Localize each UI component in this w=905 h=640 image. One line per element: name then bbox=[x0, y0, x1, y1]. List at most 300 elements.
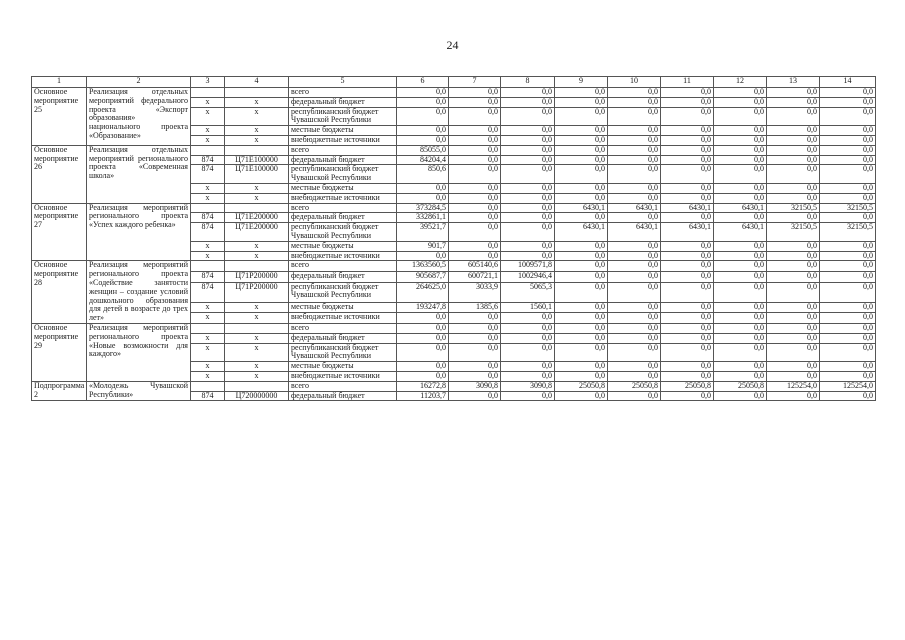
value-cell: 0,0 bbox=[661, 333, 714, 343]
funding-source-cell: федеральный бюджет bbox=[289, 391, 397, 401]
item-name-cell: Подпрограмма 2 bbox=[32, 381, 87, 401]
value-cell: 0,0 bbox=[501, 371, 555, 381]
value-cell: 6430,1 bbox=[608, 223, 661, 242]
value-cell: 0,0 bbox=[555, 313, 608, 324]
value-cell: 0,0 bbox=[661, 213, 714, 223]
value-cell: 0,0 bbox=[555, 213, 608, 223]
value-cell: 0,0 bbox=[608, 271, 661, 282]
value-cell: 0,0 bbox=[501, 97, 555, 107]
value-cell: 0,0 bbox=[501, 313, 555, 324]
value-cell: 0,0 bbox=[501, 333, 555, 343]
value-cell: 6430,1 bbox=[555, 223, 608, 242]
value-cell: 0,0 bbox=[608, 213, 661, 223]
value-cell: 0,0 bbox=[608, 135, 661, 145]
value-cell: 0,0 bbox=[449, 371, 501, 381]
table-body bbox=[32, 77, 876, 401]
value-cell: 0,0 bbox=[767, 271, 820, 282]
value-cell: 605140,6 bbox=[449, 261, 501, 272]
budget-code-cell: Ц71E100000 bbox=[225, 155, 289, 165]
admin-code-cell: x bbox=[191, 333, 225, 343]
value-cell: 0,0 bbox=[555, 362, 608, 372]
value-cell: 0,0 bbox=[661, 183, 714, 193]
value-cell: 0,0 bbox=[501, 323, 555, 333]
budget-code-cell: Ц71E100000 bbox=[225, 165, 289, 184]
admin-code-cell: x bbox=[191, 371, 225, 381]
value-cell: 0,0 bbox=[608, 251, 661, 261]
value-cell: 25050,8 bbox=[555, 381, 608, 391]
value-cell: 0,0 bbox=[555, 333, 608, 343]
budget-code-cell bbox=[225, 381, 289, 391]
funding-source-cell: федеральный бюджет bbox=[289, 155, 397, 165]
budget-code-cell bbox=[225, 323, 289, 333]
header-cell: 6 bbox=[397, 77, 449, 88]
value-cell: 0,0 bbox=[501, 135, 555, 145]
value-cell: 0,0 bbox=[767, 97, 820, 107]
value-cell: 0,0 bbox=[820, 241, 876, 251]
value-cell: 0,0 bbox=[449, 193, 501, 203]
value-cell: 0,0 bbox=[767, 241, 820, 251]
budget-code-cell: x bbox=[225, 126, 289, 136]
value-cell: 0,0 bbox=[608, 126, 661, 136]
budget-code-cell: Ц71P200000 bbox=[225, 271, 289, 282]
value-cell: 0,0 bbox=[820, 362, 876, 372]
admin-code-cell bbox=[191, 323, 225, 333]
funding-source-cell: внебюджетные источники bbox=[289, 371, 397, 381]
value-cell: 0,0 bbox=[501, 145, 555, 155]
value-cell: 1002946,4 bbox=[501, 271, 555, 282]
value-cell: 0,0 bbox=[714, 282, 767, 302]
value-cell: 0,0 bbox=[501, 343, 555, 362]
value-cell: 0,0 bbox=[767, 251, 820, 261]
value-cell: 0,0 bbox=[449, 362, 501, 372]
table-row bbox=[32, 261, 876, 272]
value-cell: 0,0 bbox=[767, 371, 820, 381]
value-cell: 905687,7 bbox=[397, 271, 449, 282]
value-cell: 0,0 bbox=[555, 302, 608, 313]
value-cell: 5065,3 bbox=[501, 282, 555, 302]
value-cell: 0,0 bbox=[714, 107, 767, 126]
value-cell: 0,0 bbox=[714, 302, 767, 313]
value-cell: 0,0 bbox=[397, 126, 449, 136]
funding-source-cell: всего bbox=[289, 145, 397, 155]
value-cell: 0,0 bbox=[820, 333, 876, 343]
funding-source-cell: федеральный бюджет bbox=[289, 97, 397, 107]
value-cell: 6430,1 bbox=[714, 223, 767, 242]
value-cell: 0,0 bbox=[714, 165, 767, 184]
value-cell: 0,0 bbox=[608, 193, 661, 203]
admin-code-cell bbox=[191, 261, 225, 272]
value-cell: 0,0 bbox=[449, 343, 501, 362]
value-cell: 0,0 bbox=[608, 333, 661, 343]
value-cell: 0,0 bbox=[501, 241, 555, 251]
value-cell: 0,0 bbox=[767, 333, 820, 343]
value-cell: 0,0 bbox=[608, 371, 661, 381]
budget-code-cell: Ц71P200000 bbox=[225, 282, 289, 302]
value-cell: 0,0 bbox=[449, 97, 501, 107]
value-cell: 0,0 bbox=[449, 251, 501, 261]
value-cell: 0,0 bbox=[820, 107, 876, 126]
value-cell: 0,0 bbox=[608, 391, 661, 401]
budget-code-cell: x bbox=[225, 251, 289, 261]
value-cell: 0,0 bbox=[449, 88, 501, 98]
admin-code-cell: x bbox=[191, 362, 225, 372]
value-cell: 0,0 bbox=[714, 323, 767, 333]
value-cell: 0,0 bbox=[608, 107, 661, 126]
item-description-cell: Реализация мероприятий регионального проекта «Успех каждого ребенка» bbox=[87, 203, 191, 261]
value-cell: 0,0 bbox=[714, 213, 767, 223]
value-cell: 6430,1 bbox=[608, 203, 661, 213]
funding-source-cell: местные бюджеты bbox=[289, 362, 397, 372]
value-cell: 0,0 bbox=[661, 145, 714, 155]
value-cell: 0,0 bbox=[661, 241, 714, 251]
budget-code-cell: x bbox=[225, 241, 289, 251]
value-cell: 125254,0 bbox=[767, 381, 820, 391]
value-cell: 0,0 bbox=[661, 323, 714, 333]
value-cell: 0,0 bbox=[820, 213, 876, 223]
value-cell: 0,0 bbox=[555, 145, 608, 155]
admin-code-cell: 874 bbox=[191, 165, 225, 184]
value-cell: 0,0 bbox=[714, 333, 767, 343]
value-cell: 0,0 bbox=[661, 107, 714, 126]
value-cell: 0,0 bbox=[767, 313, 820, 324]
value-cell: 0,0 bbox=[397, 333, 449, 343]
value-cell: 0,0 bbox=[661, 313, 714, 324]
table-row bbox=[32, 381, 876, 391]
value-cell: 11203,7 bbox=[397, 391, 449, 401]
value-cell: 1385,6 bbox=[449, 302, 501, 313]
budget-code-cell: x bbox=[225, 371, 289, 381]
value-cell: 0,0 bbox=[661, 371, 714, 381]
header-cell: 9 bbox=[555, 77, 608, 88]
value-cell: 0,0 bbox=[767, 302, 820, 313]
admin-code-cell: 874 bbox=[191, 155, 225, 165]
item-name-cell: Основное мероприятие 27 bbox=[32, 203, 87, 261]
value-cell: 0,0 bbox=[661, 251, 714, 261]
budget-code-cell bbox=[225, 261, 289, 272]
value-cell: 0,0 bbox=[555, 282, 608, 302]
value-cell: 0,0 bbox=[767, 323, 820, 333]
item-name-cell: Основное мероприятие 26 bbox=[32, 145, 87, 203]
budget-code-cell: x bbox=[225, 343, 289, 362]
value-cell: 3033,9 bbox=[449, 282, 501, 302]
header-cell: 3 bbox=[191, 77, 225, 88]
header-cell: 8 bbox=[501, 77, 555, 88]
value-cell: 0,0 bbox=[820, 97, 876, 107]
value-cell: 0,0 bbox=[501, 223, 555, 242]
budget-code-cell: x bbox=[225, 362, 289, 372]
value-cell: 0,0 bbox=[661, 391, 714, 401]
value-cell: 850,6 bbox=[397, 165, 449, 184]
header-cell: 5 bbox=[289, 77, 397, 88]
value-cell: 0,0 bbox=[555, 261, 608, 272]
value-cell: 6430,1 bbox=[555, 203, 608, 213]
item-name-cell: Основное мероприятие 29 bbox=[32, 323, 87, 381]
admin-code-cell: 874 bbox=[191, 271, 225, 282]
value-cell: 0,0 bbox=[767, 145, 820, 155]
value-cell: 0,0 bbox=[767, 155, 820, 165]
value-cell: 0,0 bbox=[449, 313, 501, 324]
admin-code-cell: x bbox=[191, 126, 225, 136]
value-cell: 0,0 bbox=[767, 362, 820, 372]
value-cell: 0,0 bbox=[820, 323, 876, 333]
value-cell: 0,0 bbox=[820, 251, 876, 261]
value-cell: 0,0 bbox=[555, 155, 608, 165]
value-cell: 0,0 bbox=[397, 193, 449, 203]
value-cell: 0,0 bbox=[767, 135, 820, 145]
value-cell: 0,0 bbox=[608, 362, 661, 372]
value-cell: 0,0 bbox=[501, 183, 555, 193]
value-cell: 0,0 bbox=[555, 88, 608, 98]
budget-code-cell: x bbox=[225, 313, 289, 324]
item-name-cell: Основное мероприятие 28 bbox=[32, 261, 87, 324]
funding-source-cell: внебюджетные источники bbox=[289, 135, 397, 145]
admin-code-cell bbox=[191, 145, 225, 155]
admin-code-cell bbox=[191, 88, 225, 98]
value-cell: 0,0 bbox=[820, 261, 876, 272]
value-cell: 1363560,5 bbox=[397, 261, 449, 272]
value-cell: 0,0 bbox=[608, 241, 661, 251]
header-cell: 11 bbox=[661, 77, 714, 88]
value-cell: 0,0 bbox=[555, 126, 608, 136]
value-cell: 0,0 bbox=[449, 241, 501, 251]
header-cell: 13 bbox=[767, 77, 820, 88]
funding-source-cell: республиканский бюджет Чувашской Республики bbox=[289, 223, 397, 242]
funding-source-cell: внебюджетные источники bbox=[289, 251, 397, 261]
value-cell: 0,0 bbox=[397, 135, 449, 145]
admin-code-cell: x bbox=[191, 302, 225, 313]
header-cell: 12 bbox=[714, 77, 767, 88]
value-cell: 0,0 bbox=[608, 145, 661, 155]
funding-source-cell: всего bbox=[289, 381, 397, 391]
value-cell: 0,0 bbox=[449, 107, 501, 126]
table-row bbox=[32, 145, 876, 155]
value-cell: 0,0 bbox=[449, 391, 501, 401]
value-cell: 32150,5 bbox=[820, 203, 876, 213]
value-cell: 25050,8 bbox=[714, 381, 767, 391]
value-cell: 0,0 bbox=[555, 165, 608, 184]
funding-source-cell: федеральный бюджет bbox=[289, 333, 397, 343]
value-cell: 85055,0 bbox=[397, 145, 449, 155]
funding-source-cell: республиканский бюджет Чувашской Республики bbox=[289, 165, 397, 184]
value-cell: 0,0 bbox=[608, 155, 661, 165]
budget-code-cell bbox=[225, 203, 289, 213]
funding-source-cell: всего bbox=[289, 203, 397, 213]
value-cell: 0,0 bbox=[449, 323, 501, 333]
value-cell: 0,0 bbox=[449, 183, 501, 193]
value-cell: 0,0 bbox=[608, 323, 661, 333]
budget-code-cell: x bbox=[225, 333, 289, 343]
value-cell: 0,0 bbox=[661, 135, 714, 145]
value-cell: 0,0 bbox=[397, 371, 449, 381]
value-cell: 0,0 bbox=[661, 343, 714, 362]
value-cell: 0,0 bbox=[661, 271, 714, 282]
value-cell: 0,0 bbox=[767, 183, 820, 193]
value-cell: 16272,8 bbox=[397, 381, 449, 391]
budget-code-cell: Ц71E200000 bbox=[225, 223, 289, 242]
value-cell: 0,0 bbox=[397, 88, 449, 98]
value-cell: 0,0 bbox=[714, 135, 767, 145]
value-cell: 0,0 bbox=[714, 251, 767, 261]
value-cell: 0,0 bbox=[555, 251, 608, 261]
budget-code-cell: x bbox=[225, 107, 289, 126]
value-cell: 0,0 bbox=[397, 183, 449, 193]
admin-code-cell: x bbox=[191, 251, 225, 261]
value-cell: 0,0 bbox=[767, 193, 820, 203]
admin-code-cell bbox=[191, 381, 225, 391]
value-cell: 0,0 bbox=[714, 343, 767, 362]
item-description-cell: Реализация отдельных мероприятий регионального проекта «Современная школа» bbox=[87, 145, 191, 203]
value-cell: 373284,5 bbox=[397, 203, 449, 213]
funding-source-cell: республиканский бюджет Чувашской Республики bbox=[289, 107, 397, 126]
value-cell: 0,0 bbox=[449, 165, 501, 184]
value-cell: 0,0 bbox=[501, 193, 555, 203]
header-row bbox=[32, 77, 876, 88]
value-cell: 0,0 bbox=[555, 107, 608, 126]
value-cell: 32150,5 bbox=[767, 223, 820, 242]
value-cell: 0,0 bbox=[714, 362, 767, 372]
admin-code-cell: x bbox=[191, 107, 225, 126]
value-cell: 0,0 bbox=[820, 165, 876, 184]
value-cell: 0,0 bbox=[767, 165, 820, 184]
budget-code-cell bbox=[225, 88, 289, 98]
value-cell: 0,0 bbox=[501, 126, 555, 136]
admin-code-cell: 874 bbox=[191, 213, 225, 223]
value-cell: 6430,1 bbox=[714, 203, 767, 213]
value-cell: 0,0 bbox=[661, 302, 714, 313]
admin-code-cell bbox=[191, 203, 225, 213]
value-cell: 0,0 bbox=[501, 213, 555, 223]
value-cell: 0,0 bbox=[767, 343, 820, 362]
value-cell: 332861,1 bbox=[397, 213, 449, 223]
funding-source-cell: внебюджетные источники bbox=[289, 313, 397, 324]
value-cell: 0,0 bbox=[714, 271, 767, 282]
value-cell: 3090,8 bbox=[449, 381, 501, 391]
value-cell: 0,0 bbox=[555, 371, 608, 381]
value-cell: 0,0 bbox=[608, 97, 661, 107]
value-cell: 32150,5 bbox=[767, 203, 820, 213]
value-cell: 0,0 bbox=[397, 97, 449, 107]
value-cell: 0,0 bbox=[608, 343, 661, 362]
table-row bbox=[32, 88, 876, 98]
admin-code-cell: x bbox=[191, 135, 225, 145]
budget-code-cell: x bbox=[225, 183, 289, 193]
value-cell: 0,0 bbox=[555, 135, 608, 145]
value-cell: 0,0 bbox=[767, 391, 820, 401]
value-cell: 0,0 bbox=[555, 323, 608, 333]
value-cell: 0,0 bbox=[714, 145, 767, 155]
table-row bbox=[32, 323, 876, 333]
funding-source-cell: всего bbox=[289, 261, 397, 272]
value-cell: 0,0 bbox=[555, 97, 608, 107]
value-cell: 0,0 bbox=[501, 362, 555, 372]
value-cell: 0,0 bbox=[608, 165, 661, 184]
admin-code-cell: 874 bbox=[191, 391, 225, 401]
funding-source-cell: республиканский бюджет Чувашской Республики bbox=[289, 282, 397, 302]
value-cell: 25050,8 bbox=[608, 381, 661, 391]
value-cell: 0,0 bbox=[449, 135, 501, 145]
value-cell: 0,0 bbox=[449, 333, 501, 343]
value-cell: 0,0 bbox=[501, 203, 555, 213]
value-cell: 0,0 bbox=[555, 343, 608, 362]
admin-code-cell: 874 bbox=[191, 282, 225, 302]
item-description-cell: Реализация отдельных мероприятий федерального проекта «Экспорт образования» национального проекта «Образование» bbox=[87, 88, 191, 146]
value-cell: 0,0 bbox=[661, 165, 714, 184]
value-cell: 0,0 bbox=[767, 126, 820, 136]
value-cell: 0,0 bbox=[449, 223, 501, 242]
value-cell: 0,0 bbox=[714, 371, 767, 381]
value-cell: 125254,0 bbox=[820, 381, 876, 391]
table-row bbox=[32, 203, 876, 213]
header-cell: 2 bbox=[87, 77, 191, 88]
budget-code-cell: x bbox=[225, 97, 289, 107]
value-cell: 0,0 bbox=[501, 251, 555, 261]
value-cell: 0,0 bbox=[820, 126, 876, 136]
item-description-cell: Реализация мероприятий регионального проекта «Новые возможности для каждого» bbox=[87, 323, 191, 381]
value-cell: 0,0 bbox=[714, 126, 767, 136]
value-cell: 0,0 bbox=[449, 145, 501, 155]
value-cell: 0,0 bbox=[397, 343, 449, 362]
funding-source-cell: внебюджетные источники bbox=[289, 193, 397, 203]
value-cell: 264625,0 bbox=[397, 282, 449, 302]
budget-code-cell: Ц720000000 bbox=[225, 391, 289, 401]
value-cell: 39521,7 bbox=[397, 223, 449, 242]
value-cell: 0,0 bbox=[820, 371, 876, 381]
value-cell: 0,0 bbox=[555, 241, 608, 251]
funding-source-cell: всего bbox=[289, 323, 397, 333]
header-cell: 1 bbox=[32, 77, 87, 88]
value-cell: 0,0 bbox=[714, 155, 767, 165]
value-cell: 0,0 bbox=[714, 313, 767, 324]
value-cell: 0,0 bbox=[714, 261, 767, 272]
admin-code-cell: x bbox=[191, 343, 225, 362]
value-cell: 1560,1 bbox=[501, 302, 555, 313]
value-cell: 901,7 bbox=[397, 241, 449, 251]
value-cell: 0,0 bbox=[714, 88, 767, 98]
header-cell: 7 bbox=[449, 77, 501, 88]
value-cell: 0,0 bbox=[714, 97, 767, 107]
value-cell: 32150,5 bbox=[820, 223, 876, 242]
value-cell: 0,0 bbox=[820, 193, 876, 203]
value-cell: 0,0 bbox=[661, 126, 714, 136]
value-cell: 0,0 bbox=[501, 165, 555, 184]
value-cell: 0,0 bbox=[449, 126, 501, 136]
value-cell: 6430,1 bbox=[661, 203, 714, 213]
funding-source-cell: республиканский бюджет Чувашской Республики bbox=[289, 343, 397, 362]
value-cell: 0,0 bbox=[820, 343, 876, 362]
item-name-cell: Основное мероприятие 25 bbox=[32, 88, 87, 146]
value-cell: 0,0 bbox=[397, 107, 449, 126]
header-cell: 4 bbox=[225, 77, 289, 88]
value-cell: 3090,8 bbox=[501, 381, 555, 391]
value-cell: 0,0 bbox=[608, 282, 661, 302]
admin-code-cell: x bbox=[191, 183, 225, 193]
funding-source-cell: федеральный бюджет bbox=[289, 213, 397, 223]
value-cell: 0,0 bbox=[820, 313, 876, 324]
funding-source-cell: местные бюджеты bbox=[289, 302, 397, 313]
value-cell: 0,0 bbox=[555, 271, 608, 282]
header-cell: 10 bbox=[608, 77, 661, 88]
admin-code-cell: x bbox=[191, 241, 225, 251]
value-cell: 0,0 bbox=[397, 362, 449, 372]
value-cell: 600721,1 bbox=[449, 271, 501, 282]
value-cell: 6430,1 bbox=[661, 223, 714, 242]
value-cell: 0,0 bbox=[449, 155, 501, 165]
value-cell: 0,0 bbox=[820, 391, 876, 401]
value-cell: 0,0 bbox=[820, 271, 876, 282]
value-cell: 0,0 bbox=[820, 155, 876, 165]
value-cell: 0,0 bbox=[767, 88, 820, 98]
value-cell: 0,0 bbox=[449, 213, 501, 223]
